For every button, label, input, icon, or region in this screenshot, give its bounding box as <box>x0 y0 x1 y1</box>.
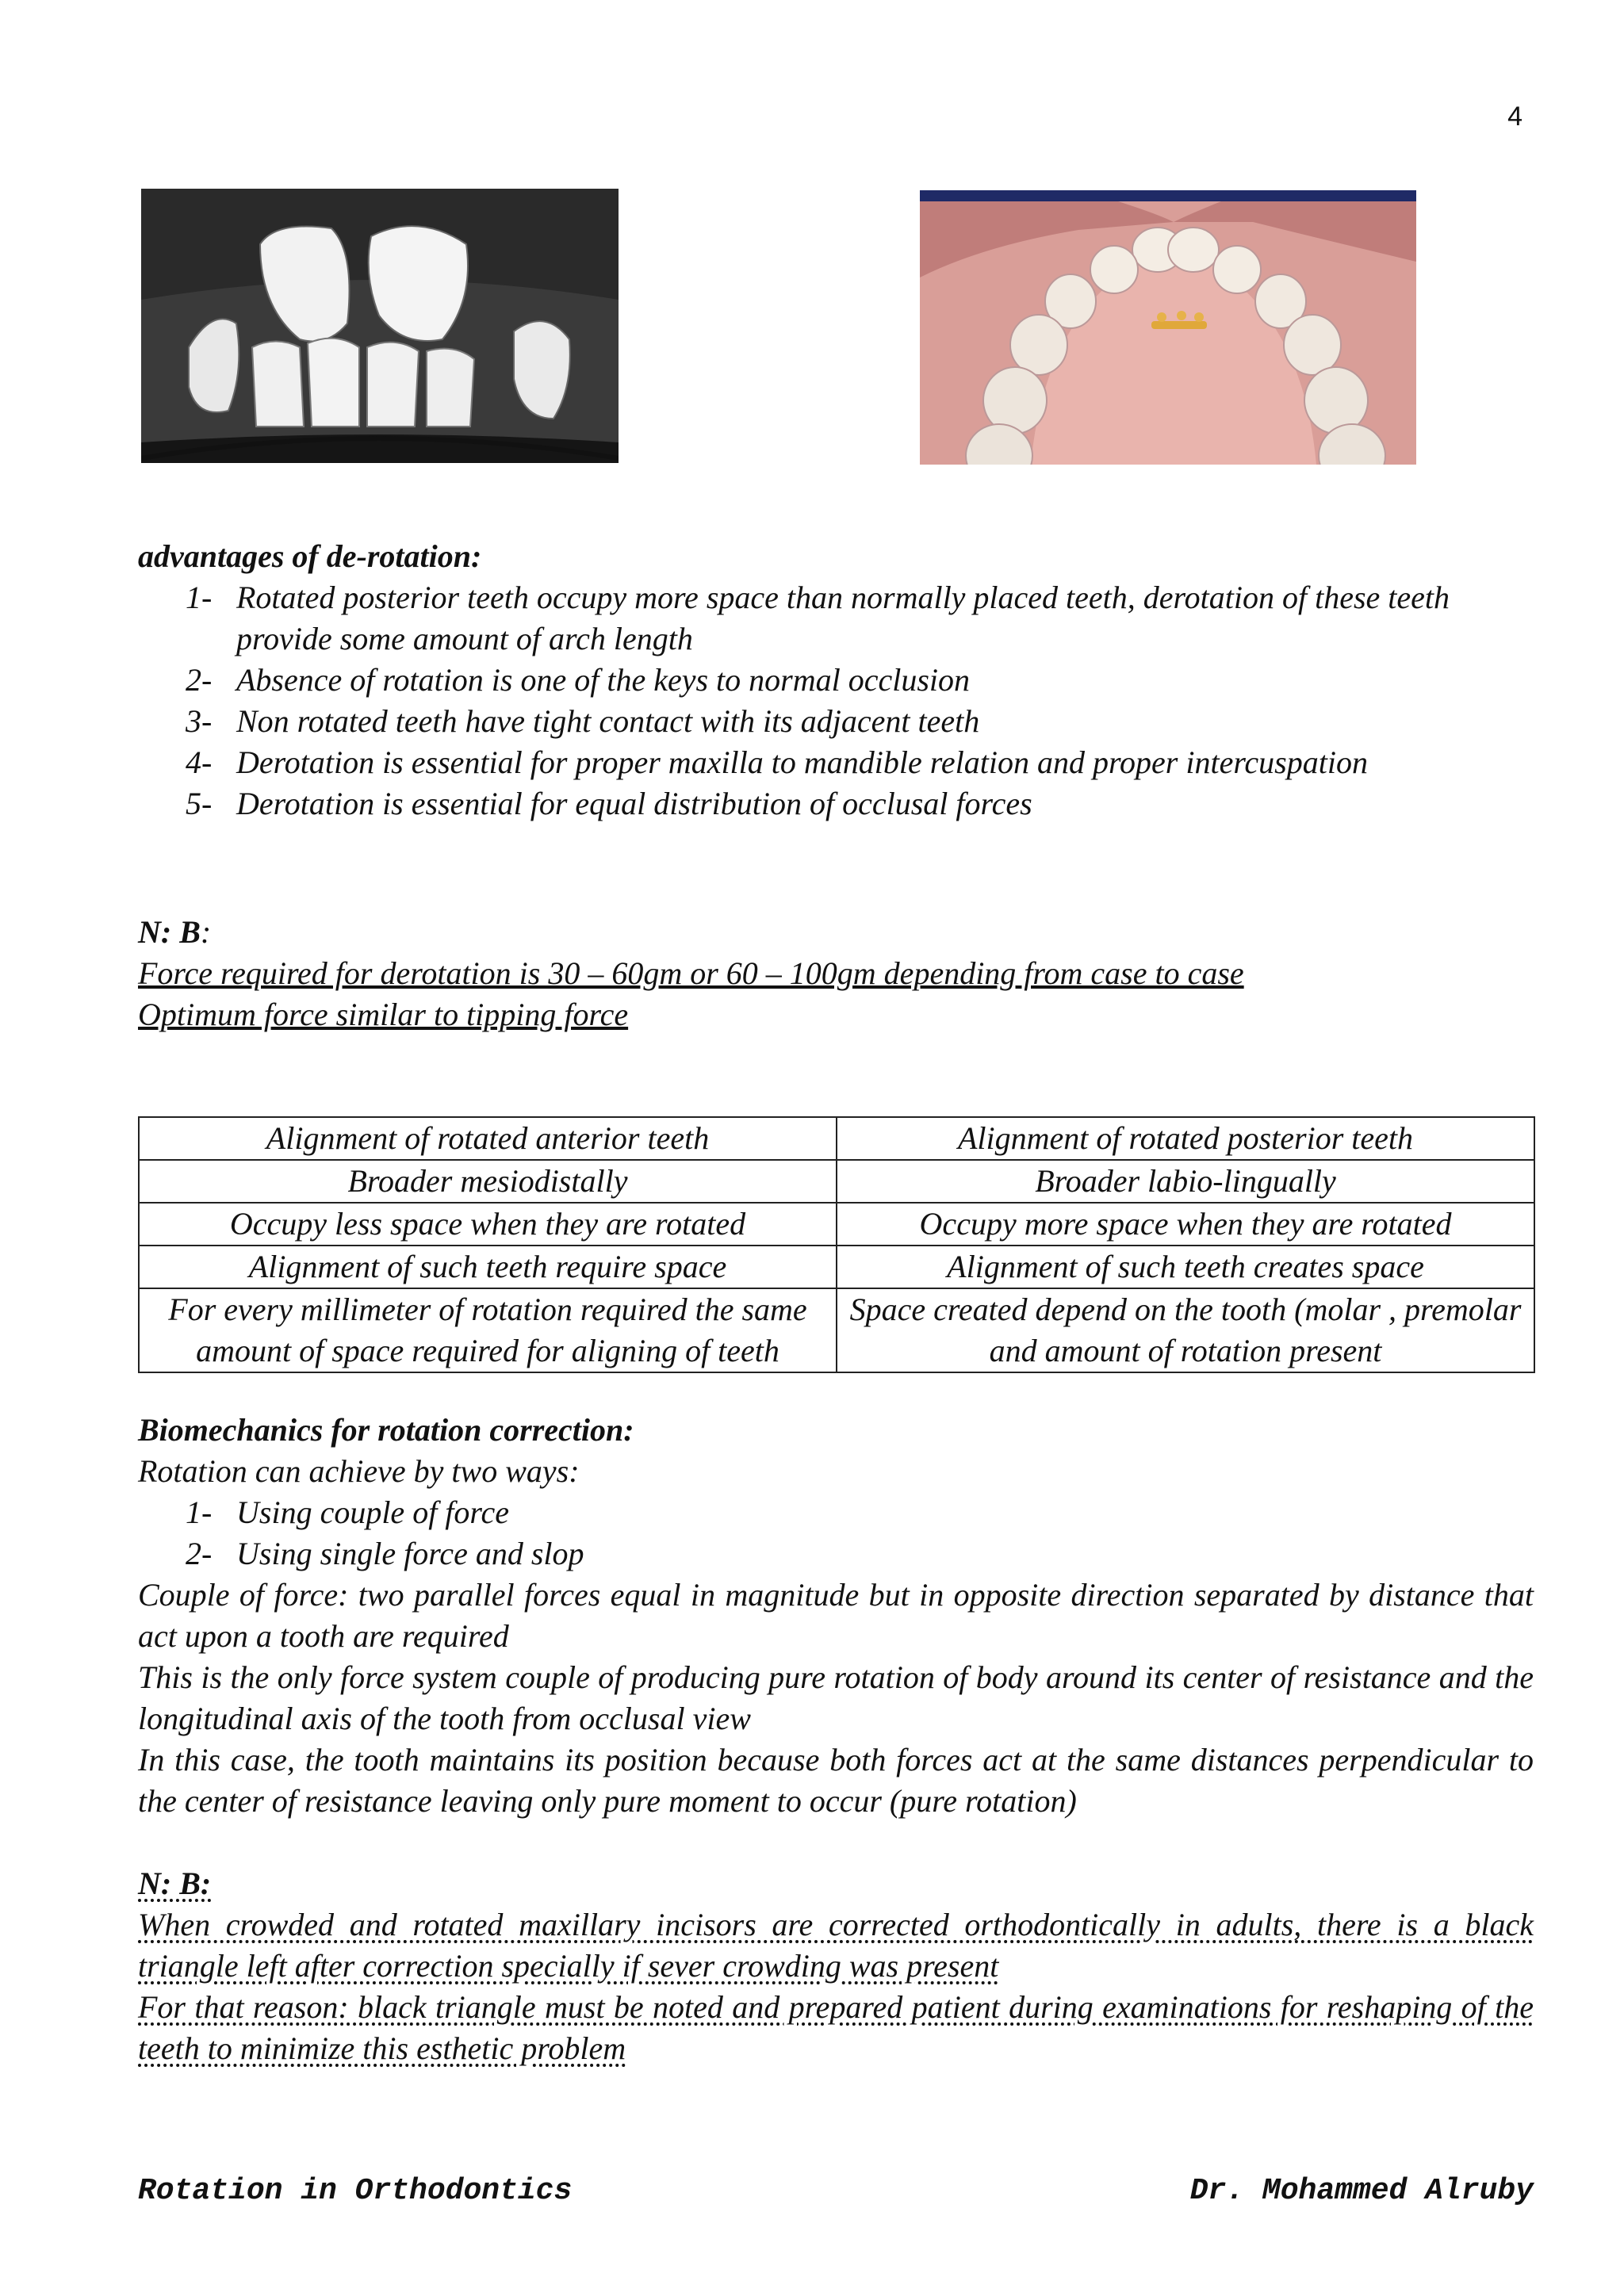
paragraph: In this case, the tooth maintains its position because both forces act at the same distances perpendicular to the center of resistance leaving only pure moment to occur (pure rotation) <box>138 1742 1534 1819</box>
list-item: 4- Derotation is essential for proper maxilla to mandible relation and proper intercuspation <box>186 744 1368 780</box>
paragraph: This is the only force system couple of producing pure rotation of body around its center of resistance and the longitudinal axis of the tooth from occlusal view <box>138 1659 1534 1736</box>
table-cell: Alignment of rotated posterior teeth <box>837 1117 1534 1160</box>
table-cell: Alignment of rotated anterior teeth <box>139 1117 837 1160</box>
note-label: N: B <box>138 914 201 950</box>
footer-title: Rotation in Orthodontics <box>138 2174 573 2208</box>
list-item: 2- Absence of rotation is one of the keys to normal occlusion <box>186 662 971 698</box>
note-label: N: B: <box>138 1866 212 1901</box>
list-item: 3- Non rotated teeth have tight contact with its adjacent teeth <box>186 703 980 739</box>
maxillary-arch-occlusal-photo <box>920 190 1416 465</box>
biomechanics-list <box>138 1492 1534 1575</box>
table-row <box>139 1246 1534 1288</box>
comparison-table <box>138 1116 1535 1373</box>
list-item: 2- Using single force and slop <box>186 1536 584 1571</box>
incisors-illustration <box>141 189 619 463</box>
table-cell: Alignment of such teeth creates space <box>837 1246 1534 1288</box>
list-item: 1- Rotated posterior teeth occupy more space than normally placed teeth, derotation of these teeth provide some amount of arch length <box>186 580 1450 656</box>
note-line: Optimum force similar to tipping force <box>138 997 629 1032</box>
note-line: Force required for derotation is 30 – 60gm or 60 – 100gm depending from case to case <box>138 955 1244 991</box>
advantages-section <box>138 536 1534 825</box>
advantages-heading: advantages of de-rotation: <box>138 538 482 574</box>
page-number: 4 <box>1507 101 1522 132</box>
table-cell: For every millimeter of rotation required the same amount of space required for aligning of teeth <box>139 1288 837 1372</box>
table-row <box>139 1288 1534 1372</box>
note-colon: : <box>200 914 212 950</box>
table-cell: Broader mesiodistally <box>139 1160 837 1203</box>
list-item: 5- Derotation is essential for equal distribution of occlusal forces <box>186 786 1032 821</box>
note-force <box>138 912 1534 1035</box>
table-cell: Space created depend on the tooth (molar , premolar and amount of rotation present <box>837 1288 1534 1372</box>
table-row <box>139 1160 1534 1203</box>
advantages-list <box>138 577 1534 825</box>
list-item: 1- Using couple of force <box>186 1494 510 1530</box>
table-cell: Occupy less space when they are rotated <box>139 1203 837 1246</box>
biomechanics-heading: Biomechanics for rotation correction: <box>138 1412 634 1448</box>
biomechanics-section <box>138 1410 1534 1822</box>
biomechanics-intro: Rotation can achieve by two ways: <box>138 1453 580 1489</box>
paragraph: Couple of force: two parallel forces equal in magnitude but in opposite direction separated by distance that act upon a tooth are required <box>138 1577 1534 1654</box>
note-black-triangle <box>138 1863 1534 2069</box>
arch-illustration <box>920 190 1416 465</box>
table-row <box>139 1117 1534 1160</box>
table-cell: Occupy more space when they are rotated <box>837 1203 1534 1246</box>
table-row <box>139 1203 1534 1246</box>
footer-author: Dr. Mohammed Alruby <box>1189 2174 1534 2208</box>
page-footer <box>138 2174 1534 2208</box>
note-line: When crowded and rotated maxillary incisors are corrected orthodontically in adults, there is a black triangle left after correction specially if sever crowding was present <box>138 1907 1534 1984</box>
table-cell: Alignment of such teeth require space <box>139 1246 837 1288</box>
note-line: For that reason: black triangle must be noted and prepared patient during examinations for reshaping of the teeth to minimize this esthetic problem <box>138 1989 1534 2066</box>
teeth-rotated-incisors-photo <box>141 189 619 463</box>
table-cell: Broader labio-lingually <box>837 1160 1534 1203</box>
